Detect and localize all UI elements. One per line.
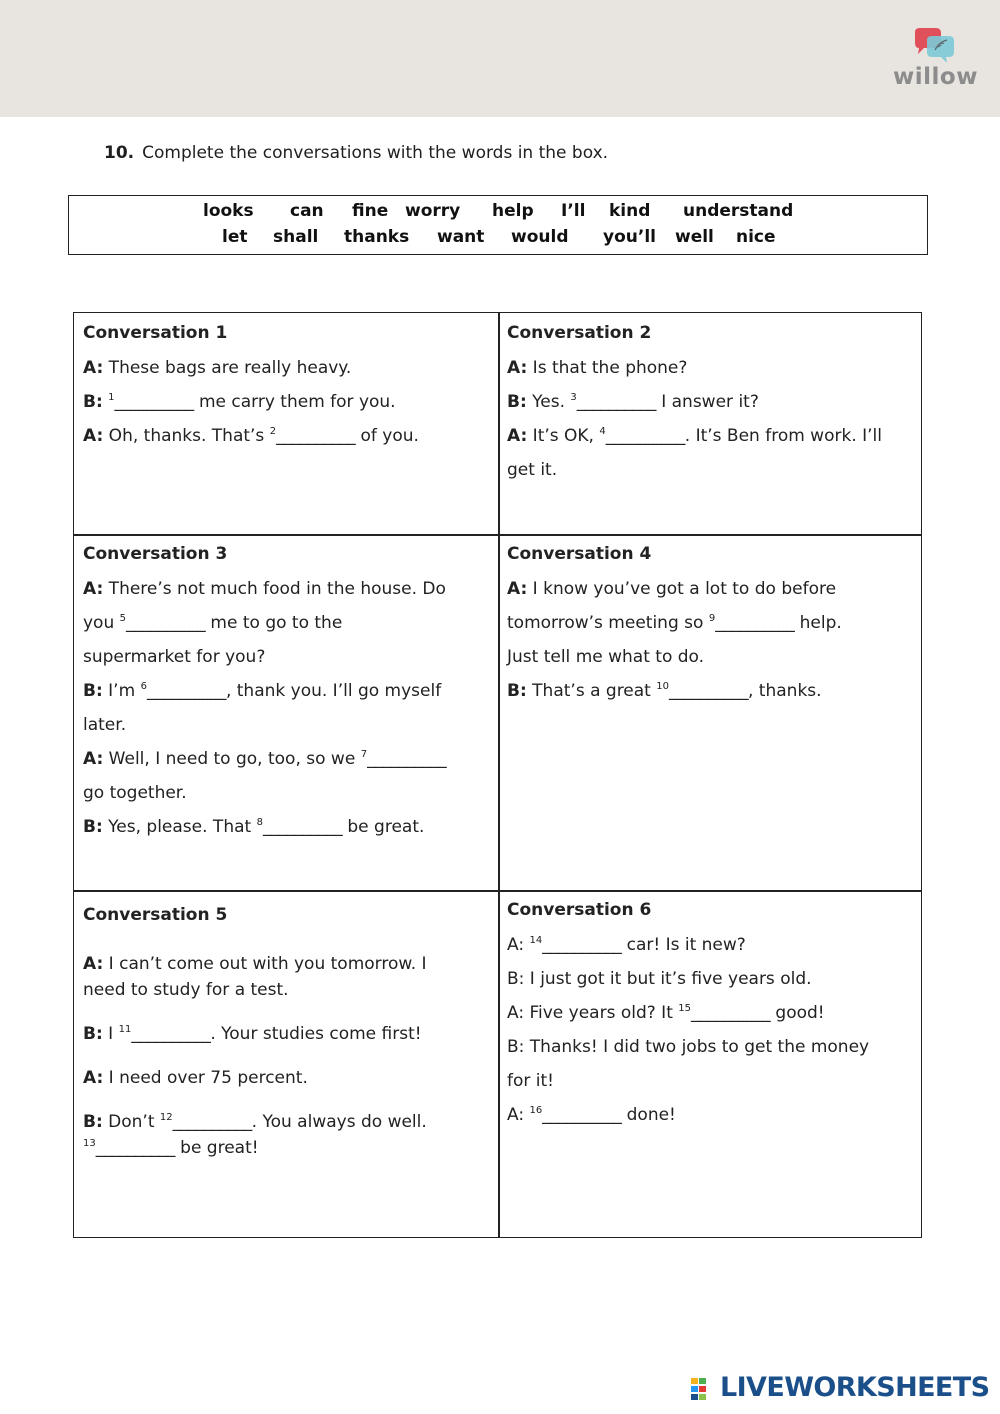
speech-bubbles-icon (911, 28, 955, 66)
gap-number: 15 (678, 1003, 691, 1014)
gap-number: 4 (599, 426, 606, 437)
exercise-instruction (104, 143, 608, 163)
answer-blank-4[interactable]: __________ (605, 426, 685, 446)
gap-number: 2 (269, 426, 277, 437)
dialogue-line: A: It’s OK, $^4$__________. It’s Ben from work. I’ll (507, 426, 882, 446)
answer-blank-2[interactable]: __________ (276, 426, 356, 446)
word-youll: you’ll (603, 227, 656, 247)
conversation-title: Conversation 2 (507, 323, 652, 343)
answer-blank-5[interactable]: __________ (126, 613, 206, 633)
answer-blank-1[interactable]: __________ (114, 392, 194, 412)
dialogue-line: B: $^1$__________ me carry them for you. (83, 392, 396, 412)
dialogue-line: B: I’m $^6$__________, thank you. I’ll go myself (83, 681, 442, 701)
conversation-4 (507, 544, 912, 708)
answer-blank-8[interactable]: __________ (262, 817, 342, 837)
answer-blank-9[interactable]: __________ (715, 613, 795, 633)
table-divider-vertical (498, 313, 500, 1237)
dialogue-line: A: These bags are really heavy. (83, 358, 352, 378)
gap-number: 1 (108, 392, 115, 403)
word-box (68, 195, 928, 255)
answer-blank-7[interactable]: __________ (367, 749, 447, 769)
answer-blank-14[interactable]: __________ (542, 935, 622, 955)
dialogue-line: later. (83, 715, 127, 735)
answer-blank-13[interactable]: __________ (95, 1138, 175, 1158)
dialogue-line: A: $^{14}$__________ car! Is it new? (507, 935, 746, 955)
gap-number: 13 (83, 1138, 96, 1149)
liveworksheets-brand (690, 1372, 990, 1408)
dialogue-line: go together. (83, 783, 187, 803)
dialogue-line: A: I know you’ve got a lot to do before (507, 579, 837, 599)
word-let: let (222, 227, 248, 247)
gap-number: 16 (529, 1105, 543, 1116)
gap-number: 11 (118, 1024, 132, 1035)
dialogue-line: A: $^{16}$__________ done! (507, 1105, 676, 1125)
word-kind: kind (609, 201, 651, 221)
gap-number: 8 (256, 817, 263, 828)
dialogue-line: get it. (507, 460, 558, 480)
conversations-table (73, 312, 922, 1238)
answer-blank-11[interactable]: __________ (131, 1024, 211, 1044)
dialogue-line: B: Thanks! I did two jobs to get the money (507, 1037, 870, 1057)
logo-text: willow (893, 64, 978, 90)
dialogue-line: $^{13}$__________ be great! (83, 1138, 259, 1158)
exercise-number: 10. (104, 143, 135, 163)
instruction-text: Complete the conversations with the words in the box. (142, 143, 609, 163)
dialogue-line: A: Oh, thanks. That’s $^2$__________ of you. (83, 426, 419, 446)
conversation-title: Conversation 5 (83, 905, 228, 925)
table-divider-row2 (74, 890, 921, 892)
dialogue-line: you $^5$__________ me to go to the (83, 613, 343, 633)
word-looks: looks (203, 201, 254, 221)
dialogue-line: A: I need over 75 percent. (83, 1068, 308, 1088)
dialogue-line: tomorrow’s meeting so $^9$__________ help. (507, 613, 842, 633)
answer-blank-3[interactable]: __________ (576, 392, 656, 412)
answer-blank-16[interactable]: __________ (542, 1105, 622, 1125)
conversation-6 (507, 900, 912, 1132)
gap-number: 6 (140, 681, 147, 692)
dialogue-line: B: That’s a great $^{10}$__________, thanks. (507, 681, 822, 701)
gap-number: 12 (159, 1112, 173, 1123)
liveworksheets-logo-icon (690, 1376, 720, 1402)
conversation-title: Conversation 6 (507, 900, 652, 920)
gap-number: 3 (570, 392, 577, 403)
willow-logo (893, 28, 978, 92)
dialogue-line: supermarket for you? (83, 647, 266, 667)
header-band (0, 0, 1000, 117)
dialogue-line: Just tell me what to do. (507, 647, 705, 667)
dialogue-line: need to study for a test. (83, 980, 289, 1000)
word-understand: understand (683, 201, 794, 221)
word-help: help (492, 201, 534, 221)
dialogue-line: B: I just got it but it’s five years old. (507, 969, 812, 989)
answer-blank-12[interactable]: __________ (172, 1112, 252, 1132)
word-ill: I’ll (561, 201, 586, 221)
dialogue-line: A: Well, I need to go, too, so we $^7$__________ (83, 749, 447, 769)
dialogue-line: A: Is that the phone? (507, 358, 688, 378)
dialogue-line: B: Yes. $^3$__________ I answer it? (507, 392, 759, 412)
word-shall: shall (273, 227, 319, 247)
answer-blank-10[interactable]: __________ (668, 681, 748, 701)
dialogue-line: B: Don’t $^{12}$__________. You always do well. (83, 1112, 427, 1132)
gap-number: 5 (119, 613, 127, 624)
conversation-title: Conversation 4 (507, 544, 652, 564)
conversation-5 (83, 905, 488, 1161)
conversation-1 (83, 323, 488, 453)
word-would: would (511, 227, 569, 247)
gap-number: 14 (529, 935, 543, 946)
word-fine: fine (352, 201, 389, 221)
word-thanks: thanks (344, 227, 410, 247)
gap-number: 7 (360, 749, 368, 760)
dialogue-line: B: Yes, please. That $^8$__________ be great. (83, 817, 425, 837)
gap-number: 10 (656, 681, 669, 692)
dialogue-line: for it! (507, 1071, 554, 1091)
word-can: can (290, 201, 324, 221)
answer-blank-15[interactable]: __________ (691, 1003, 771, 1023)
conversation-2 (507, 323, 912, 487)
word-well: well (675, 227, 714, 247)
conversation-3 (83, 544, 488, 844)
brand-text: LIVEWORKSHEETS (720, 1372, 990, 1403)
word-nice: nice (736, 227, 776, 247)
dialogue-line: A: I can’t come out with you tomorrow. I (83, 954, 427, 974)
dialogue-line: A: Five years old? It $^{15}$__________ good! (507, 1003, 825, 1023)
table-divider-row1 (74, 534, 921, 536)
dialogue-line: A: There’s not much food in the house. Do (83, 579, 446, 599)
gap-number: 9 (708, 613, 716, 624)
word-want: want (437, 227, 485, 247)
word-worry: worry (405, 201, 461, 221)
conversation-title: Conversation 1 (83, 323, 228, 343)
dialogue-line: B: I $^{11}$__________. Your studies come first! (83, 1024, 422, 1044)
answer-blank-6[interactable]: __________ (146, 681, 226, 701)
conversation-title: Conversation 3 (83, 544, 228, 564)
